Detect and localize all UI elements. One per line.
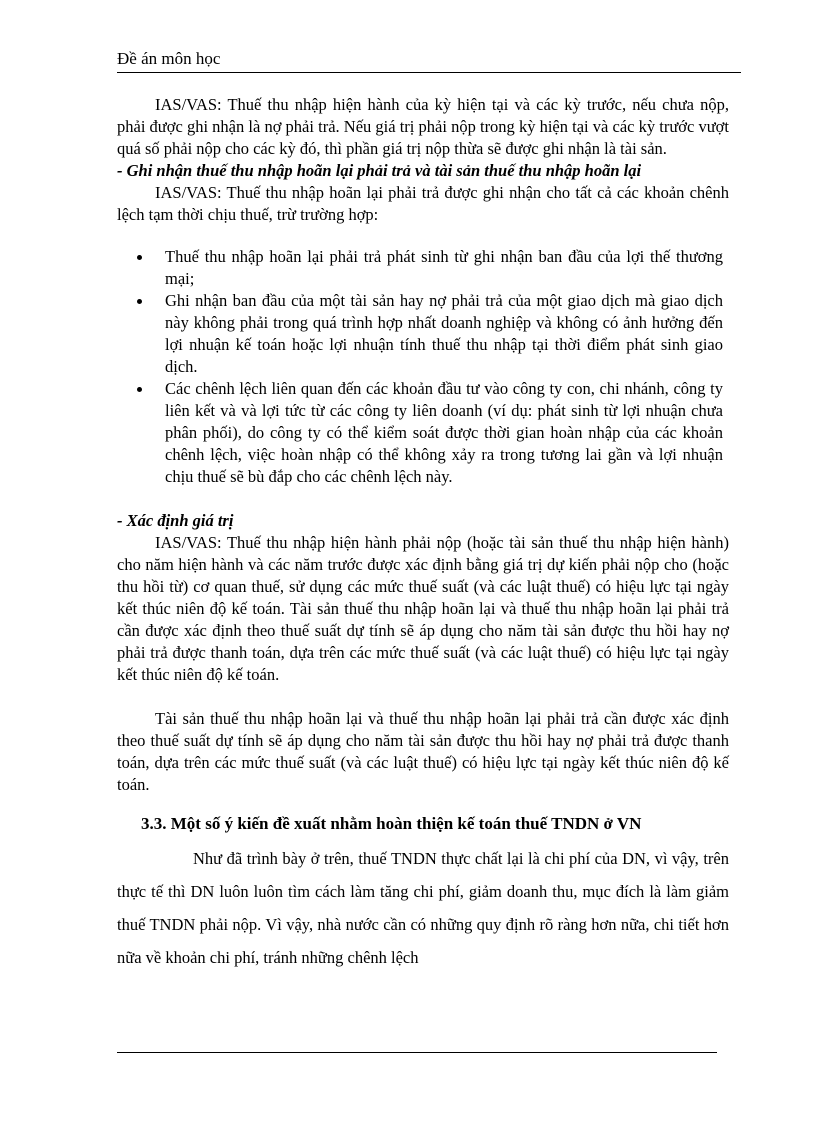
paragraph-proposal: Như đã trình bày ở trên, thuế TNDN thực chất lại là chi phí của DN, vì vậy, trên thực tế thì DN luôn luôn tìm cách làm tăng chi phí, giảm doanh thu, mục đích là làm giảm thuế TNDN phải nộp. Vì vậy, nhà nước cần có những quy định rõ ràng hơn nữa, chi tiết hơn nữa về khoản chi phí, tránh những chênh lệch: [117, 849, 729, 967]
paragraph-deferred-liability: IAS/VAS: Thuế thu nhập hoãn lại phải trả được ghi nhận cho tất cả các khoản chênh lệch tạm thời chịu thuế, trừ trường hợp:: [117, 183, 729, 224]
footer-divider: [117, 1052, 717, 1053]
bullet-icon: [137, 299, 142, 304]
subheading-valuation: [117, 510, 729, 532]
page-header: [117, 48, 741, 73]
header-title: Đề án môn học: [117, 49, 221, 68]
exception-list: [117, 246, 729, 488]
list-item-text: Thuế thu nhập hoãn lại phải trả phát sinh từ ghi nhận ban đầu của lợi thế thương mại;: [165, 247, 723, 288]
spacer: [117, 488, 729, 510]
bullet-icon: [137, 255, 142, 260]
list-item: [165, 290, 729, 378]
section-title: 3.3. Một số ý kiến đề xuất nhằm hoàn thiện kế toán thuế TNDN ở VN: [141, 814, 642, 833]
list-item: [165, 246, 729, 290]
page-content: [117, 94, 729, 974]
list-item-text: Ghi nhận ban đầu của một tài sản hay nợ phải trả của một giao dịch mà giao dịch này không phải trong quá trình hợp nhất doanh nghiệp và không có ảnh hưởng đến lợi nhuận kế toán hoặc lợi nhuận tính thuế thu nhập tại thời điểm phát sinh giao dịch.: [165, 291, 723, 376]
paragraph-deferred-assets: Tài sản thuế thu nhập hoãn lại và thuế thu nhập hoãn lại phải trả cần được xác định theo thuế suất dự tính sẽ áp dụng cho năm tài sản được thu hồi hay nợ phải trả được thanh toán, dựa trên các mức thuế suất (và các luật thuế) có hiệu lực tại ngày kết thúc niên độ kế toán.: [117, 709, 729, 794]
list-item: [165, 378, 729, 488]
list-item-text: Các chênh lệch liên quan đến các khoản đầu tư vào công ty con, chi nhánh, công ty liên kết và và lợi tức từ các công ty liên doanh (ví dụ: phát sinh từ lợi nhuận chưa phân phối), do công ty có thể kiểm soát được thời gian hoàn nhập của các khoản chênh lệch, việc hoàn nhập có thể không xảy ra trong tương lai gần và lợi nhuận chịu thuế sẽ bù đắp cho các chênh lệch này.: [165, 379, 723, 486]
subheading-deferred-tax: - Ghi nhận thuế thu nhập hoãn lại phải trả và tài sản thuế thu nhập hoãn lại: [117, 161, 642, 180]
subheading-dash: -: [117, 511, 123, 530]
paragraph-valuation: IAS/VAS: Thuế thu nhập hiện hành phải nộp (hoặc tài sản thuế thu nhập hiện hành) cho năm hiện hành và các năm trước được xác định bằng giá trị dự kiến phải nộp cho (hoặc thu hồi từ) cơ quan thuế, sử dụng các mức thuế suất (và các luật thuế) có hiệu lực tại ngày kết thúc niên độ kế toán. Tài sản thuế thu nhập hoãn lại và thuế thu nhập hoãn lại phải trả cần được xác định theo thuế suất dự tính sẽ áp dụng cho năm tài sản được thu hồi hay nợ phải trả được thanh toán, dựa trên các mức thuế suất (và các luật thuế) có hiệu lực tại ngày kết thúc niên độ kế toán.: [117, 533, 729, 684]
subheading-valuation-label: Xác định giá trị: [126, 511, 234, 530]
paragraph-current-tax: IAS/VAS: Thuế thu nhập hiện hành của kỳ hiện tại và các kỳ trước, nếu chưa nộp, phải được ghi nhận là nợ phải trả. Nếu giá trị phải nộp trong kỳ hiện tại và các kỳ trước vượt quá số phải nộp cho các kỳ đó, thì phần giá trị nộp thừa sẽ được ghi nhận là tài sản.: [117, 95, 729, 158]
spacer: [117, 686, 729, 708]
bullet-icon: [137, 387, 142, 392]
